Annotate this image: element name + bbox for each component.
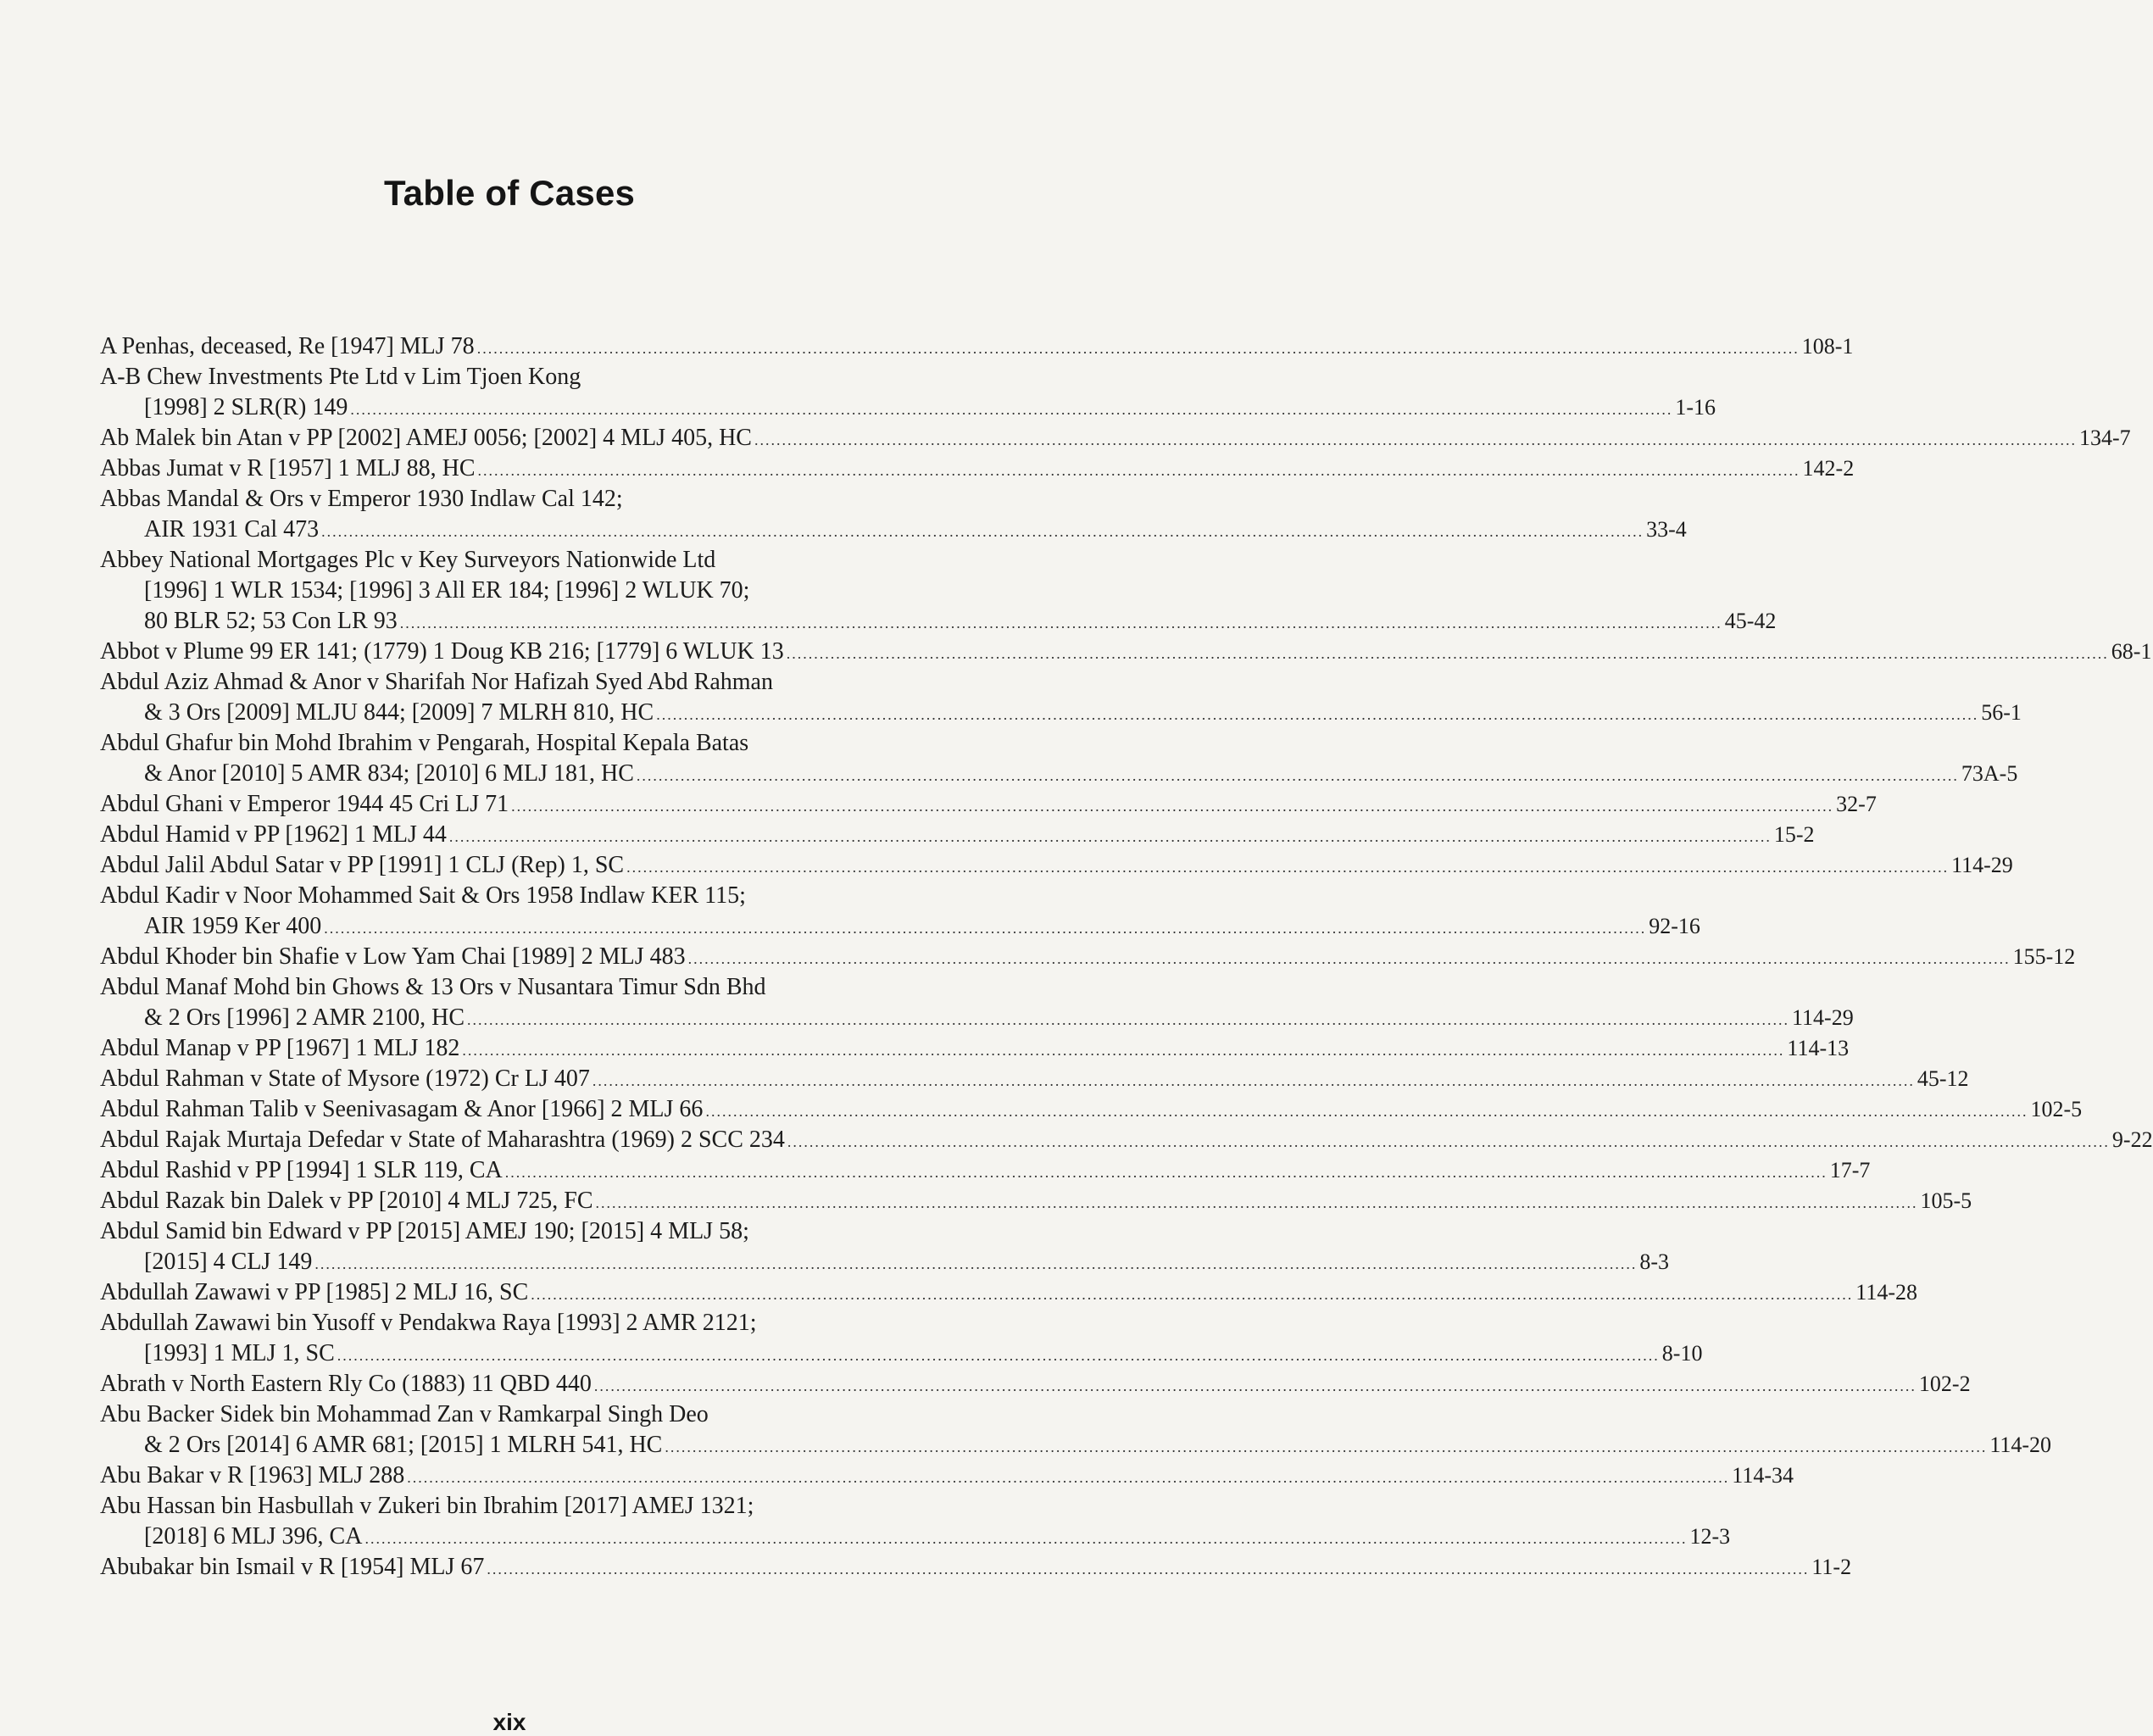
leader-dots: ................................................................................................................................................................................................................................................ — [656, 706, 1979, 723]
paragraph-reference: 45-42 — [1724, 609, 1777, 633]
leader-dots: ................................................................................................................................................................................................................................................ — [321, 523, 1644, 540]
case-citation-text: Abubakar bin Ismail v R [1954] MLJ 67 — [100, 1554, 485, 1580]
case-citation-text: [1996] 1 WLR 1534; [1996] 3 All ER 184; [1996] 2 WLUK 70; — [144, 577, 750, 604]
leader-dots: ................................................................................................................................................................................................................................................ — [337, 1347, 1660, 1364]
case-citation-text: Abdul Ghani v Emperor 1944 45 Cri LJ 71 — [100, 791, 509, 817]
case-name-line — [100, 728, 905, 759]
case-citation-text: & 2 Ors [1996] 2 AMR 2100, HC — [144, 1004, 465, 1031]
case-citation-text: Abdul Razak bin Dalek v PP [2010] 4 MLJ 725, FC — [100, 1188, 593, 1214]
paragraph-reference: 12-3 — [1689, 1524, 1731, 1549]
leader-dots: ................................................................................................................................................................................................................................................ — [787, 1133, 2110, 1150]
paragraph-reference: 17-7 — [1829, 1158, 1871, 1182]
paragraph-reference: 155-12 — [2012, 944, 2076, 969]
paragraph-reference: 8-3 — [1639, 1249, 1669, 1274]
case-name-line — [100, 789, 1877, 820]
case-name-line — [100, 1277, 1917, 1308]
case-name-line — [100, 362, 905, 392]
paragraph-reference: 114-29 — [1951, 853, 2013, 877]
paragraph-reference: 114-20 — [1989, 1433, 2052, 1457]
paragraph-reference: 92-16 — [1649, 914, 1700, 938]
paragraph-reference: 108-1 — [1801, 334, 1854, 359]
paragraph-reference: 114-13 — [1787, 1036, 1850, 1060]
leader-dots: ................................................................................................................................................................................................................................................ — [477, 462, 1800, 479]
leader-dots: ................................................................................................................................................................................................................................................ — [504, 1164, 1828, 1181]
case-citation-text: Abdul Manap v PP [1967] 1 MLJ 182 — [100, 1035, 460, 1061]
case-entry — [100, 637, 2152, 667]
case-name-line — [100, 942, 2076, 972]
paragraph-reference: 102-5 — [2030, 1097, 2083, 1121]
leader-dots: ................................................................................................................................................................................................................................................ — [467, 1011, 1790, 1028]
paragraph-reference: 33-4 — [1646, 517, 1687, 542]
case-citation-text: & 3 Ors [2009] MLJU 844; [2009] 7 MLRH 810, HC — [144, 699, 654, 726]
case-citation-text: & 2 Ors [2014] 6 AMR 681; [2015] 1 MLRH 541, HC — [144, 1432, 663, 1458]
page-number: xix — [492, 1709, 526, 1735]
case-entry — [100, 1064, 1969, 1094]
case-citation-text: 80 BLR 52; 53 Con LR 93 — [144, 608, 398, 634]
paragraph-reference: 32-7 — [1836, 792, 1877, 816]
case-citation-text: & Anor [2010] 5 AMR 834; [2010] 6 MLJ 181, HC — [144, 760, 634, 787]
leader-dots: ................................................................................................................................................................................................................................................ — [314, 1255, 1638, 1272]
case-entry — [100, 1216, 1669, 1277]
case-continuation-line — [100, 911, 1700, 942]
paragraph-reference: 68-1 — [2111, 639, 2152, 664]
case-continuation-line — [100, 392, 1716, 423]
case-citation-text: Abbas Jumat v R [1957] 1 MLJ 88, HC — [100, 455, 476, 481]
case-citation-text: Abdul Rahman Talib v Seenivasagam & Anor [1966] 2 MLJ 66 — [100, 1096, 704, 1122]
case-citation-text: Abdullah Zawawi bin Yusoff v Pendakwa Raya [1993] 2 AMR 2121; — [100, 1310, 757, 1336]
leader-dots: ................................................................................................................................................................................................................................................ — [705, 1103, 2028, 1120]
leader-dots: ................................................................................................................................................................................................................................................ — [324, 920, 1647, 937]
case-name-line — [100, 820, 1815, 850]
leader-dots: ................................................................................................................................................................................................................................................ — [665, 1438, 1988, 1455]
case-name-line — [100, 1125, 2153, 1155]
case-continuation-line — [100, 1003, 1854, 1033]
case-citation-text: Abdul Rashid v PP [1994] 1 SLR 119, CA — [100, 1157, 503, 1183]
leader-dots: ................................................................................................................................................................................................................................................ — [592, 1072, 1915, 1089]
case-name-line — [100, 850, 2013, 881]
leader-dots: ................................................................................................................................................................................................................................................ — [636, 767, 1959, 784]
case-name-line — [100, 1155, 1871, 1186]
paragraph-reference: 114-34 — [1732, 1463, 1794, 1488]
case-citation-text: Abdul Hamid v PP [1962] 1 MLJ 44 — [100, 821, 447, 848]
paragraph-reference: 142-2 — [1802, 456, 1855, 481]
case-continuation-line — [100, 515, 1687, 545]
case-citation-text: Abdul Khoder bin Shafie v Low Yam Chai [1989] 2 MLJ 483 — [100, 943, 686, 970]
case-name-line — [100, 972, 905, 1003]
case-citation-text: Abu Hassan bin Hasbullah v Zukeri bin Ibrahim [2017] AMEJ 1321; — [100, 1493, 754, 1519]
case-citation-text: Abdul Ghafur bin Mohd Ibrahim v Pengarah, Hospital Kepala Batas — [100, 730, 749, 756]
leader-dots: ................................................................................................................................................................................................................................................ — [593, 1377, 1917, 1394]
case-entry — [100, 1155, 1871, 1186]
leader-dots: ................................................................................................................................................................................................................................................ — [364, 1530, 1688, 1547]
case-entry — [100, 1552, 1852, 1583]
case-citation-text: Abu Bakar v R [1963] MLJ 288 — [100, 1462, 405, 1488]
case-entry — [100, 972, 1854, 1033]
case-entry — [100, 1125, 2153, 1155]
case-entry — [100, 1277, 1917, 1308]
paragraph-reference: 45-12 — [1917, 1066, 1969, 1091]
case-citation-text: Abdul Rahman v State of Mysore (1972) Cr LJ 407 — [100, 1066, 590, 1092]
case-citation-text: [1993] 1 MLJ 1, SC — [144, 1340, 335, 1366]
case-citation-text: [2018] 6 MLJ 396, CA — [144, 1523, 363, 1550]
case-name-line — [100, 423, 2131, 453]
case-entry — [100, 1094, 2083, 1125]
leader-dots: ................................................................................................................................................................................................................................................ — [448, 828, 1772, 845]
case-name-line — [100, 545, 905, 576]
case-continuation-line — [100, 1522, 1731, 1552]
case-name-line — [100, 1491, 905, 1522]
case-continuation-line — [100, 1338, 1703, 1369]
paragraph-reference: 114-28 — [1855, 1280, 1917, 1305]
paragraph-reference: 1-16 — [1675, 395, 1716, 420]
case-entry — [100, 1186, 1972, 1216]
case-name-line — [100, 667, 905, 698]
case-continuation-line — [100, 759, 2018, 789]
case-name-line — [100, 881, 905, 911]
paragraph-reference: 102-2 — [1918, 1372, 1971, 1396]
leader-dots: ................................................................................................................................................................................................................................................ — [462, 1042, 1785, 1059]
leader-dots: ................................................................................................................................................................................................................................................ — [487, 1561, 1810, 1577]
case-citation-text: Abdul Samid bin Edward v PP [2015] AMEJ 190; [2015] 4 MLJ 58; — [100, 1218, 749, 1244]
case-continuation-line — [100, 1430, 2052, 1461]
case-entry — [100, 545, 1777, 637]
leader-dots: ................................................................................................................................................................................................................................................ — [595, 1194, 1918, 1211]
leader-dots: ................................................................................................................................................................................................................................................ — [399, 615, 1722, 632]
paragraph-reference: 9-22 — [2111, 1127, 2153, 1152]
case-entry — [100, 1399, 2052, 1461]
case-name-line — [100, 1552, 1852, 1583]
case-name-line — [100, 1369, 1971, 1399]
case-citation-text: Abdul Rajak Murtaja Defedar v State of Maharashtra (1969) 2 SCC 234 — [100, 1127, 785, 1153]
paragraph-reference: 15-2 — [1773, 822, 1815, 847]
case-entry — [100, 1491, 1731, 1552]
case-entry — [100, 881, 1700, 942]
case-citation-text: Abrath v North Eastern Rly Co (1883) 11 QBD 440 — [100, 1371, 592, 1397]
case-entry — [100, 362, 1716, 423]
case-entry — [100, 728, 2018, 789]
leader-dots: ................................................................................................................................................................................................................................................ — [626, 859, 1950, 876]
case-citation-text: Abdul Jalil Abdul Satar v PP [1991] 1 CLJ (Rep) 1, SC — [100, 852, 625, 878]
case-citation-text: Abdul Aziz Ahmad & Anor v Sharifah Nor Hafizah Syed Abd Rahman — [100, 669, 773, 695]
case-citation-text: Abdul Kadir v Noor Mohammed Sait & Ors 1958 Indlaw KER 115; — [100, 882, 746, 909]
case-name-line — [100, 453, 1855, 484]
case-entry — [100, 331, 1854, 362]
case-citation-text: Abbas Mandal & Ors v Emperor 1930 Indlaw Cal 142; — [100, 486, 623, 512]
case-entry — [100, 453, 1855, 484]
case-entry — [100, 1369, 1971, 1399]
case-citation-text: Ab Malek bin Atan v PP [2002] AMEJ 0056; [2002] 4 MLJ 405, HC — [100, 425, 752, 451]
page-title: Table of Cases — [383, 173, 636, 213]
case-entry — [100, 1461, 1794, 1491]
paragraph-reference: 73A-5 — [1961, 761, 2018, 786]
case-name-line — [100, 1399, 905, 1430]
case-name-line — [100, 1094, 2083, 1125]
case-name-line — [100, 1216, 905, 1247]
case-name-line — [100, 484, 905, 515]
case-name-line — [100, 1033, 1850, 1064]
paragraph-reference: 105-5 — [1920, 1188, 1972, 1213]
case-continuation-line — [100, 1247, 1669, 1277]
case-continuation-line — [100, 606, 1777, 637]
case-entry — [100, 942, 2076, 972]
paragraph-reference: 8-10 — [1661, 1341, 1703, 1366]
case-name-line — [100, 637, 2152, 667]
case-entry — [100, 423, 2131, 453]
case-name-line — [100, 1308, 905, 1338]
paragraph-reference: 56-1 — [1981, 700, 2022, 725]
case-continuation-line — [100, 576, 905, 606]
leader-dots: ................................................................................................................................................................................................................................................ — [511, 798, 1834, 815]
leader-dots: ................................................................................................................................................................................................................................................ — [350, 401, 1673, 418]
case-citation-text: Abbey National Mortgages Plc v Key Surveyors Nationwide Ltd — [100, 547, 716, 573]
case-citation-text: A Penhas, deceased, Re [1947] MLJ 78 — [100, 333, 475, 359]
case-citation-text: Abbot v Plume 99 ER 141; (1779) 1 Doug KB 216; [1779] 6 WLUK 13 — [100, 638, 784, 665]
case-citation-text: Abdul Manaf Mohd bin Ghows & 13 Ors v Nusantara Timur Sdn Bhd — [100, 974, 766, 1000]
case-entry — [100, 667, 2022, 728]
leader-dots: ................................................................................................................................................................................................................................................ — [476, 340, 1800, 357]
case-entry — [100, 484, 1687, 545]
case-entry — [100, 789, 1877, 820]
leader-dots: ................................................................................................................................................................................................................................................ — [786, 645, 2109, 662]
case-entry — [100, 1308, 1703, 1369]
case-citation-text: [2015] 4 CLJ 149 — [144, 1249, 313, 1275]
paragraph-reference: 134-7 — [2078, 426, 2131, 450]
leader-dots: ................................................................................................................................................................................................................................................ — [754, 431, 2077, 448]
case-name-line — [100, 1186, 1972, 1216]
case-name-line — [100, 1461, 1794, 1491]
case-entry — [100, 820, 1815, 850]
case-name-line — [100, 331, 1854, 362]
case-citation-text: Abu Backer Sidek bin Mohammad Zan v Ramkarpal Singh Deo — [100, 1401, 709, 1427]
case-citation-text: A-B Chew Investments Pte Ltd v Lim Tjoen Kong — [100, 364, 581, 390]
case-index — [100, 331, 2153, 1583]
case-citation-text: AIR 1959 Ker 400 — [144, 913, 322, 939]
paragraph-reference: 11-2 — [1811, 1555, 1852, 1579]
leader-dots: ................................................................................................................................................................................................................................................ — [531, 1286, 1854, 1303]
case-citation-text: [1998] 2 SLR(R) 149 — [144, 394, 348, 420]
case-name-line — [100, 1064, 1969, 1094]
paragraph-reference: 114-29 — [1792, 1005, 1854, 1030]
leader-dots: ................................................................................................................................................................................................................................................ — [687, 950, 2011, 967]
leader-dots: ................................................................................................................................................................................................................................................ — [407, 1469, 1730, 1486]
case-citation-text: AIR 1931 Cal 473 — [144, 516, 320, 542]
case-entry — [100, 850, 2013, 881]
case-continuation-line — [100, 698, 2022, 728]
case-citation-text: Abdullah Zawawi v PP [1985] 2 MLJ 16, SC — [100, 1279, 529, 1305]
case-entry — [100, 1033, 1850, 1064]
